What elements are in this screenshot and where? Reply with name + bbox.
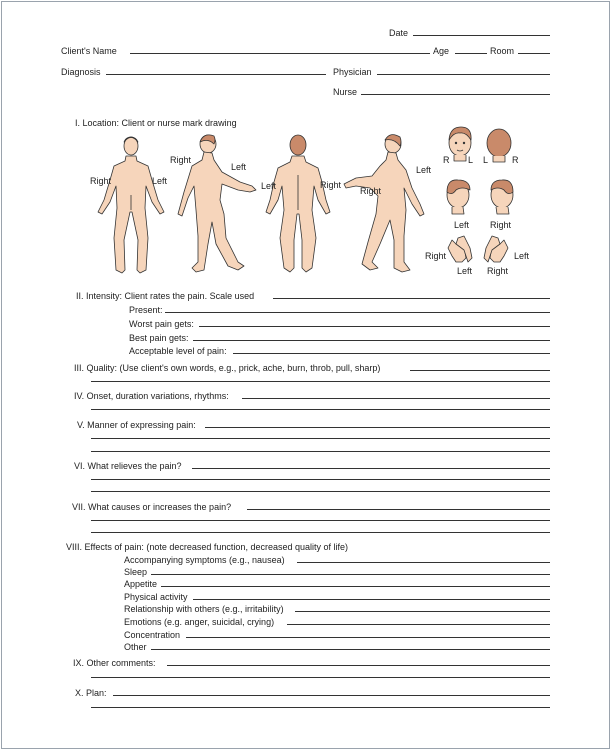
- causes-line-2[interactable]: [91, 520, 550, 521]
- other-comments-field[interactable]: [167, 665, 550, 666]
- effects-item-sleep: Sleep: [124, 567, 148, 577]
- acceptable-field[interactable]: [233, 353, 550, 354]
- head-right-label: Right: [490, 220, 512, 230]
- best-field[interactable]: [193, 340, 550, 341]
- head-back-figure: [487, 129, 511, 162]
- present-label: Present:: [129, 305, 163, 315]
- effects-item-symptoms: Accompanying symptoms (e.g., nausea): [124, 555, 285, 565]
- causes-field[interactable]: [247, 509, 550, 510]
- body-front-figure: [98, 137, 164, 273]
- effects-emotions-field[interactable]: [287, 624, 550, 625]
- quality-line-2[interactable]: [91, 381, 550, 382]
- effects-sleep-field[interactable]: [151, 574, 550, 575]
- head-l1-label: L: [468, 155, 474, 165]
- effects-other-field[interactable]: [151, 649, 550, 650]
- hands-left2-label: Left: [514, 251, 530, 261]
- side1-right-label: Right: [170, 155, 192, 165]
- front-right-label: Right: [90, 176, 112, 186]
- effects-concentration-field[interactable]: [186, 637, 550, 638]
- hands-right2-label: Right: [487, 266, 509, 276]
- age-label: Age: [433, 46, 450, 56]
- manner-line-3[interactable]: [91, 451, 550, 452]
- hands-right-figure: [484, 236, 508, 262]
- head-r2-label: R: [512, 155, 519, 165]
- other-comments-line-2[interactable]: [91, 677, 550, 678]
- date-label: Date: [389, 28, 409, 38]
- plan-line-2[interactable]: [91, 707, 550, 708]
- plan-title: X. Plan:: [75, 688, 107, 698]
- front-left-label: Left: [152, 176, 168, 186]
- effects-item-physical: Physical activity: [124, 592, 188, 602]
- relieves-title: VI. What relieves the pain?: [74, 461, 182, 471]
- relieves-line-3[interactable]: [91, 491, 550, 492]
- hands-left-figure: [448, 236, 472, 262]
- side2-right-label: Right: [360, 186, 382, 196]
- present-field[interactable]: [165, 312, 550, 313]
- best-label: Best pain gets:: [129, 333, 189, 343]
- quality-title: III. Quality: (Use client's own words, e.g., prick, ache, burn, throb, pull, sharp): [74, 363, 381, 373]
- effects-title: VIII. Effects of pain: (note decreased function, decreased quality of life): [66, 542, 348, 552]
- effects-appetite-field[interactable]: [161, 586, 550, 587]
- body-back-figure: [266, 135, 330, 272]
- relieves-field[interactable]: [192, 468, 550, 469]
- physician-label: Physician: [333, 67, 372, 77]
- effects-item-relationship: Relationship with others (e.g., irritability): [124, 604, 284, 614]
- nurse-label: Nurse: [333, 87, 358, 97]
- hands-left-label: Left: [457, 266, 473, 276]
- clients-name-label: Client's Name: [61, 46, 117, 56]
- back-left-label: Left: [261, 181, 277, 191]
- causes-title: VII. What causes or increases the pain?: [72, 502, 232, 512]
- plan-field[interactable]: [113, 695, 550, 696]
- head-right-figure: [491, 180, 513, 214]
- onset-field[interactable]: [242, 398, 550, 399]
- location-title: I. Location: Client or nurse mark drawing: [75, 118, 237, 128]
- relieves-line-2[interactable]: [91, 479, 550, 480]
- intensity-title: II. Intensity: Client rates the pain. Scale used: [76, 291, 255, 301]
- quality-field[interactable]: [410, 370, 550, 371]
- effects-item-concentration: Concentration: [124, 630, 181, 640]
- diagnosis-label: Diagnosis: [61, 67, 101, 77]
- onset-title: IV. Onset, duration variations, rhythms:: [74, 391, 229, 401]
- body-side2-figure: [344, 135, 424, 272]
- effects-relationship-field[interactable]: [295, 611, 550, 612]
- head-l2-label: L: [483, 155, 489, 165]
- effects-item-emotions: Emotions (e.g. anger, suicidal, crying): [124, 617, 275, 627]
- scale-used-field[interactable]: [273, 298, 550, 299]
- side2-left-label: Left: [416, 165, 432, 175]
- effects-symptoms-field[interactable]: [297, 562, 550, 563]
- causes-line-3[interactable]: [91, 532, 550, 533]
- worst-field[interactable]: [199, 326, 550, 327]
- hands-right-label: Right: [425, 251, 447, 261]
- head-r1-label: R: [443, 155, 450, 165]
- effects-item-other: Other: [124, 642, 147, 652]
- manner-title: V. Manner of expressing pain:: [77, 420, 196, 430]
- manner-field[interactable]: [205, 427, 550, 428]
- onset-line-2[interactable]: [91, 409, 550, 410]
- effects-item-appetite: Appetite: [124, 579, 158, 589]
- head-left-figure: [447, 180, 470, 214]
- effects-physical-field[interactable]: [193, 599, 550, 600]
- worst-label: Worst pain gets:: [129, 319, 194, 329]
- manner-line-2[interactable]: [91, 438, 550, 439]
- back-right-label: Right: [320, 180, 342, 190]
- other-comments-title: IX. Other comments:: [73, 658, 156, 668]
- head-left-label: Left: [454, 220, 470, 230]
- acceptable-label: Acceptable level of pain:: [129, 346, 227, 356]
- room-label: Room: [490, 46, 515, 56]
- side1-left-label: Left: [231, 162, 247, 172]
